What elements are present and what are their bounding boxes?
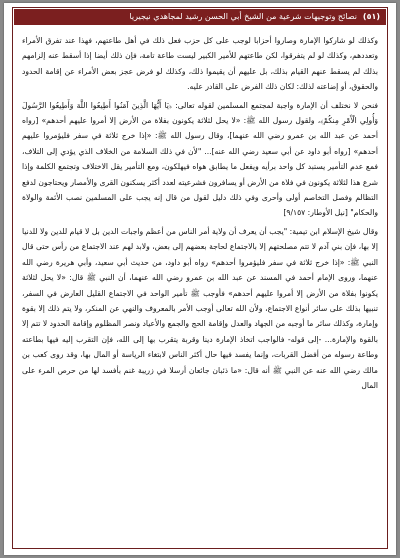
paragraph: فنحن لا نختلف أن الإمارة واجبة لمجتمع المسلمين لقوله تعالى: ﴿يَا أَيُّهَا الَّذِينَ آمَنُوا أَطِيعُوا اللَّهَ وَأَطِيعُوا الرَّسُولَ وَأُولِي الْأَمْرِ مِنكُمْ﴾، ولقول رسول الله ﷺ: «لا يحل لثلاثة يكونون بفلاة من الأرض إلا أمروا عليهم أحدهم» [رواه أحمد عن عبد الله بن عمرو رضي الله عنهما]، وقال رسول الله ﷺ: «إذا خرج ثلاثة في سفر فليؤمروا عليهم أحدهم» [رواه أبو داود عن أبي سعيد رضي الله عنه]... "لأن في ذلك السلامة من الخلاف الذي يؤدي إلى التلاف، فمع عدم التأمير يستبد كل واحد برأيه ويفعل ما يطابق هواه فيهلكون، ومع التأمير يقل الاختلاف وتجتمع الكلمة وإذا شرع هذا لثلاثة يكونون في فلاة من الأرض أو يسافرون فشرعيته لعدد أكثر يسكنون القرى والأمصار ويحتاجون لدفع التظالم وفصل التخاصم أولى وأحرى وفي ذلك دليل لقول من قال إنه يجب على المسلمين نصب الأئمة والولاة والحكام" [نيل الأوطار: ٩/١٥٧] — [22, 100, 378, 218]
page-header — [14, 9, 386, 25]
paragraph: وقال شيخ الإسلام ابن تيمية: "يجب أن يعرف أن ولاية أمر الناس من أعظم واجبات الدين بل لا قيام للدين ولا للدنيا إلا بها، فإن بني آدم لا تتم مصلحتهم إلا بالاجتماع لحاجة بعضهم إلى بعض، ولابد لهم عند الاجتماع من رأس حتى قال النبي ﷺ: «إذا خرج ثلاثة في سفر فليؤمروا أحدهم» رواه أبو داود، من حديث أبي سعيد، وأبي هريرة رضي الله عنهما، وروى الإمام أحمد في المسند عن عبد الله بن عمرو رضي الله عنهما، أن النبي ﷺ قال: «لا يحل لثلاثة يكونوا بفلاة من الأرض إلا أمروا عليهم أحدهم» فأوجب ﷺ تأمير الواحد في الاجتماع القليل العارض في السفر، تنبيها بذلك على سائر أنواع الاجتماع، ولأن الله تعالى أوجب الأمر بالمعروف والنهي عن المنكر، ولا يتم ذلك إلا بقوة وإمارة، وكذلك سائر ما أوجبه من الجهاد والعدل وإقامة الحج والجمع والأعياد ونصر المظلوم وإقامة الحدود لا تتم إلا بالقوة والإمارة... -إلى قوله- فالواجب اتخاذ الإمارة دينا وقربة يتقرب بها إلى الله، فإن التقرب إليه فيها بطاعته وطاعة رسوله من أفضل القربات، وإنما يفسد فيها حال أكثر الناس لابتغاء الرياسة أو المال بها، وقد روى كعب بن مالك رضي الله عنه عن النبي ﷺ أنه قال: «ما ذئبان جائعان أرسلا في زريبة غنم بأفسد لها من حرص المرء على المال — [22, 226, 378, 390]
document-page — [4, 3, 396, 555]
header-title: نصائح وتوجيهات شرعية من الشيخ أبي الحسن رشيد لمجاهدي نيجيريا — [129, 12, 357, 21]
page-number: (٥١) — [362, 12, 380, 21]
paragraph: وكذلك لو شاركوا الإمارة وصاروا أحزابا لوجب على كل حزب فعل ذلك في أهل طاعتهم، فهذا عند تفرق الأمراء وتعددهم، وكذلك لو لم يتفرقوا، لكن طاعتهم للأمير الكبير ليست طاعة تامة، فإن ذلك أيضا إذا أسقط عنه إلزامهم بذلك لم يسقط عنهم القيام بذلك، بل عليهم أن يقيموا ذلك، وكذلك لو فرض عجز بعض الأمراء عن إقامة الحدود والحقوق، أو إضاعته لذلك: لكان ذلك الفرض على القادر عليه. — [22, 36, 378, 92]
document-body — [22, 33, 378, 543]
